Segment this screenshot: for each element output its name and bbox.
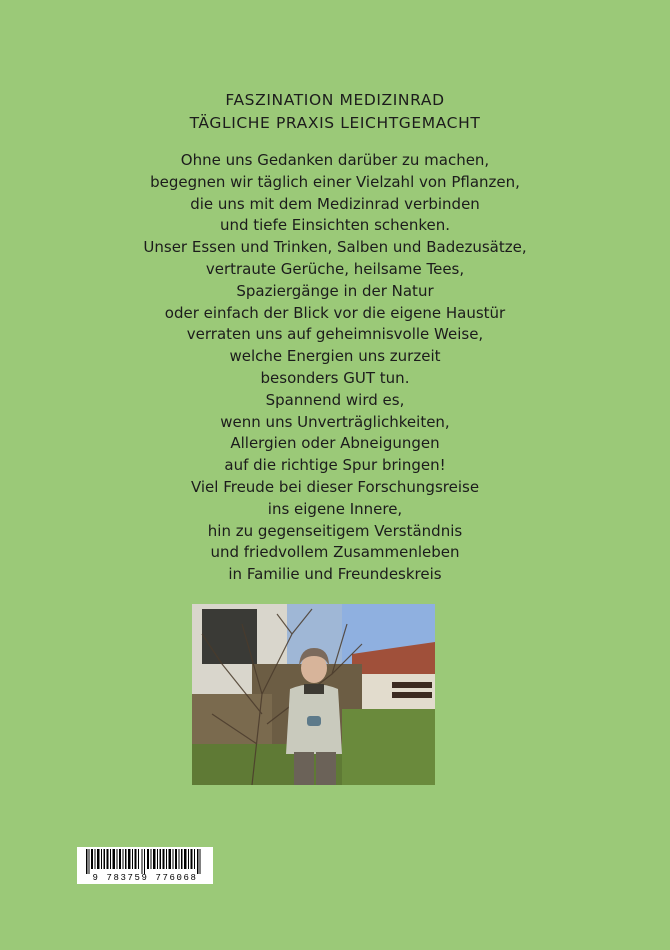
blurb-line: Spannend wird es, — [265, 390, 405, 409]
heading-line-2: TÄGLICHE PRAXIS LEICHTGEMACHT — [189, 114, 481, 132]
blurb-line: welche Energien uns zurzeit — [229, 347, 441, 366]
blurb-line: auf die richtige Spur bringen! — [224, 456, 446, 475]
blurb-line: vertraute Gerüche, heilsame Tees, — [205, 259, 465, 278]
blurb-line: Ohne uns Gedanken darüber zu machen, — [180, 151, 490, 169]
blurb-line: und friedvollem Zusammenleben — [210, 543, 460, 562]
blurb-line: Viel Freude bei dieser Forschungsreise — [190, 477, 480, 496]
blurb-line: begegnen wir täglich einer Vielzahl von Pflanzen, — [150, 172, 520, 191]
blurb-line: Unser Essen und Trinken, Salben und Badezusätze, — [143, 238, 527, 257]
heading-line-1: FASZINATION MEDIZINRAD — [225, 91, 445, 109]
blurb-line: ins eigene Innere, — [267, 499, 403, 518]
isbn-barcode — [77, 847, 213, 884]
blurb-line: in Familie und Freundeskreis — [228, 565, 442, 584]
blurb-line: wenn uns Unverträglichkeiten, — [220, 412, 450, 431]
cover-heading — [0, 89, 670, 135]
blurb-text — [0, 150, 670, 586]
blurb-line: hin zu gegenseitigem Verständnis — [207, 521, 463, 540]
blurb-line: und tiefe Einsichten schenken. — [219, 216, 451, 235]
blurb-line: oder einfach der Blick vor die eigene Haustür — [164, 303, 506, 322]
blurb-line: besonders GUT tun. — [260, 368, 410, 387]
blurb-line: verraten uns auf geheimnisvolle Weise, — [186, 325, 484, 344]
barcode-bars — [77, 847, 213, 874]
blurb-line: Spaziergänge in der Natur — [236, 281, 434, 300]
author-photo — [192, 604, 435, 785]
blurb-line: Allergien oder Abneigungen — [230, 434, 440, 453]
isbn-number: 9 783759 776068 — [92, 873, 198, 883]
blurb-line: die uns mit dem Medizinrad verbinden — [190, 194, 480, 213]
